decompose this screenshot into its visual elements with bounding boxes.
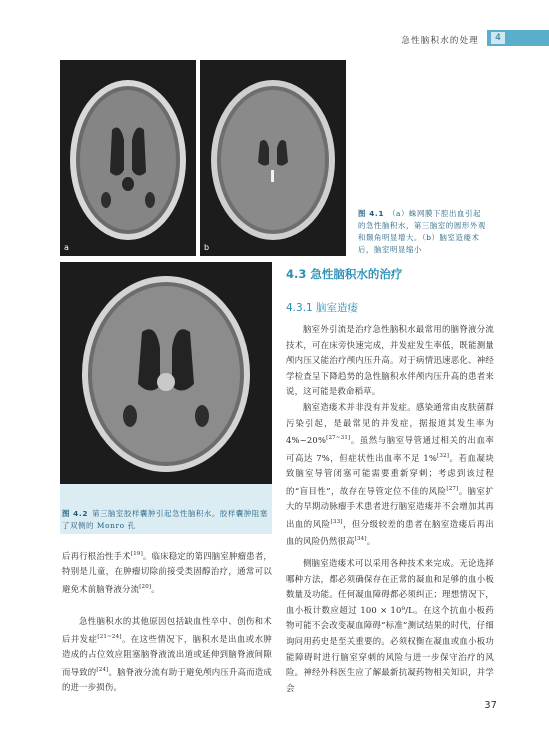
right-p3-text: 侧脑室造瘘术可以采用各种技术来完成。无论选择哪种方法，都必须确保存在正常的凝血和足够的血小板数量及功能。任何凝血障碍都必须纠正；理想情况下，血小板计数应超过 100 × 10⁹/L。在这个抗血小板药物可能不会改变凝血障碍“标准”测试结果的时代，仔细询问用药史是至关重要的。必须权衡在凝血或血小板功能障碍时进行脑室穿刺的风险与进一步保守治疗的风险。神经外科医生应了解最新抗凝药物相关知识，并学会 [286,558,494,693]
citation: [32] [437,452,450,459]
citation: [20] [139,583,152,590]
figure-4-2-ct-image [60,262,272,484]
figure-4-2-id: 图 4.2 [62,509,89,518]
figure-4-1-caption [358,208,486,256]
right-paragraph-2 [286,400,494,549]
left-p2-end: 。脑脊液分流有助于避免颅内压升高而造成的进一步损伤。 [62,666,272,692]
citation: [24] [96,666,109,673]
left-p1-end: 。 [151,583,160,594]
left-paragraph-2 [62,614,272,696]
left-p1-rest: 。临床稳定的第四脑室肿瘤患者，特别是儿童，在肿瘤切除前接受类固醇治疗，通常可以避免术前脑脊液分流 [62,550,272,594]
section-heading: 4.3 急性脑积水的治疗 [286,267,403,281]
left-p2-mid: 。在这些情况下，脑积水是出血或水肿造成的占位效应阻塞脑脊液流出道或延伸到脑脊液间隙而导致的 [62,633,272,677]
figure-4-1-caption-text: （a）蛛网膜下腔出血引起的急性脑积水，第三脑室的圆形外观和颞角明显增大。（b）脑室造瘘术后，脑室明显缩小 [358,209,486,254]
running-title: 急性脑积水的处理 [401,36,479,46]
citation: [19] [130,551,143,557]
left-paragraph-1 [62,547,272,597]
panel-label-a: a [64,243,69,252]
figure-4-2-caption-text: 第三脑室胶样囊肿引起急性脑积水。胶样囊肿阻塞了双侧的 Monro 孔 [62,509,268,530]
citation: [21~24] [97,633,122,640]
page-number: 37 [484,700,497,711]
figure-4-1-id: 图 4.1 [358,209,385,218]
citation: [27~31] [326,435,351,442]
citation: [27] [446,485,459,492]
right-p1-text: 脑室外引流是治疗急性脑积水最常用的脑脊液分流技术，可在床旁快速完成，并发症发生率低，既能测量颅内压又能治疗颅内压升高。对于病情迅速恶化、神经学检查呈下降趋势的急性脑积水伴颅内压升高的患者来说，这可能是救命稻草。 [286,324,494,397]
right-paragraph-1 [286,322,494,400]
chapter-number: 4 [491,32,505,44]
citation: [33] [330,518,343,525]
panel-label-b: b [204,243,210,252]
figure-4-1b-ct-image [200,60,346,256]
right-p2-f: 。 [366,535,376,546]
page-header [0,0,549,52]
figure-4-1a-ct-image [60,60,196,256]
figure-4-2-caption [62,508,270,532]
right-p2-a: 脑室造瘘术并非没有并发症。感染通常由皮肤菌群污染引起，是最常见的并发症，据报道其发生率为 4%~20% [286,402,494,445]
right-p2-e: ，但分级较差的患者在脑室造瘘后再出血的风险仍然很高 [286,518,495,546]
subsection-heading: 4.3.1 脑室造瘘 [286,302,359,314]
right-p2-d: 。脑室扩大的早期动脉瘤手术患者进行脑室造瘘并不会增加其再出血的风险 [286,485,494,529]
left-p1-text: 后再行根治性手术 [62,550,131,561]
right-p2-c: 。若血凝块致脑室导管闭塞可能需要重新穿刺；考虑到该过程的“盲目性”，故存在导管定位不佳的风险 [286,452,494,496]
right-paragraph-3 [286,556,494,696]
chapter-tab [487,30,549,46]
right-p2-b: 。虽然与脑室导管通过相关的出血率可高达 7%，但症状性出血率不足 1% [286,434,494,463]
citation: [34] [354,535,367,542]
left-p2-text: 急性脑积水的其他原因包括缺血性卒中、创伤和术后并发症 [62,616,272,644]
